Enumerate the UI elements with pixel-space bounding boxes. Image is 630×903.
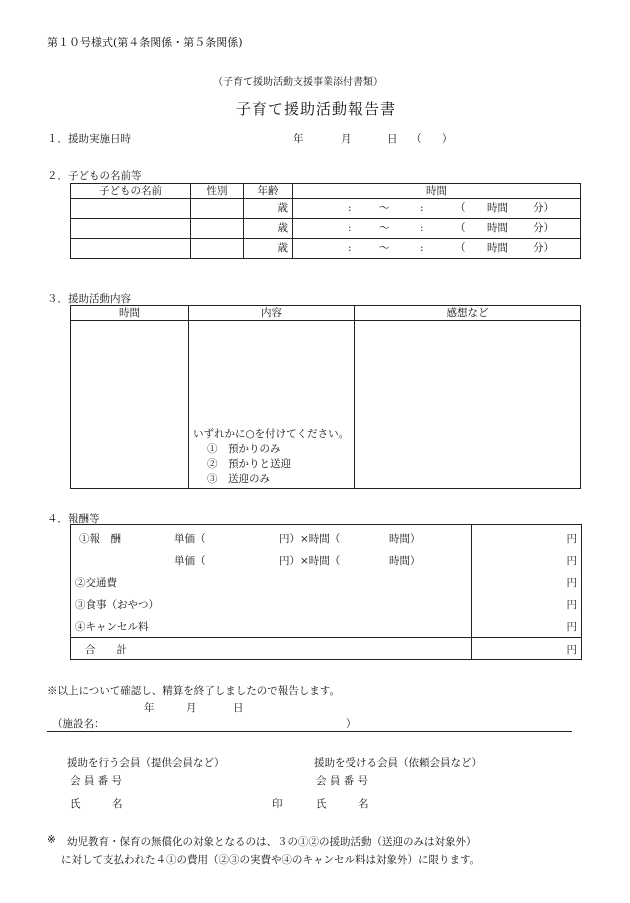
fee-table [70,524,582,660]
requester-member-no: 会 員 番 号 [316,775,369,787]
header-time: 時間 [293,184,581,199]
yen-times-label-2: 円）×時間（ [279,555,341,567]
option-3[interactable]: ③ 送迎のみ [207,473,270,485]
header-activity-time: 時間 [71,306,189,321]
form-number: 第１０号様式(第４条関係・第５条関係) [47,36,243,49]
header-activity-content: 内容 [189,306,355,321]
colon-start: : [348,242,352,254]
confirm-day-label: 日 [233,702,244,714]
total-divider [71,637,581,638]
minutes-label: 分） [533,242,554,254]
instruction-text: いずれかに○を付けてください。 [193,428,350,440]
section1-heading: １．援助実施日時 [47,133,131,145]
option-1[interactable]: ① 預かりのみ [207,443,281,455]
child-age-cell[interactable]: 歳 [244,239,293,259]
hours-close-label-2: 時間） [389,555,421,567]
fee-divider [471,525,472,659]
facility-label: （施設名： [52,718,105,730]
hours-label: 時間 [487,202,508,214]
facility-underline [47,731,572,732]
child-age-cell[interactable]: 歳 [244,219,293,239]
weekday-paren-close: ） [442,133,453,145]
child-time-cell[interactable] [293,219,581,239]
meal-label: ③食事（おやつ） [75,599,159,611]
header-child-name: 子どもの名前 [71,184,191,199]
child-gender-cell[interactable] [191,199,244,219]
section2-heading: ２．子どもの名前等 [47,170,142,182]
provider-label: 援助を行う会員（提供会員など） [67,757,225,769]
requester-label: 援助を受ける会員（依頼会員など） [314,757,482,769]
cancel-label: ④キャンセル料 [75,621,149,633]
colon-end: : [420,202,424,214]
hours-label: 時間 [487,242,508,254]
minutes-label: 分） [533,202,554,214]
fee-label: ①報 酬 [79,533,121,545]
cancel-yen: 円 [566,621,577,633]
requester-name: 氏 名 [316,798,369,810]
yen-times-label: 円）×時間（ [279,533,341,545]
colon-end: : [420,242,424,254]
hours-label: 時間 [487,222,508,234]
child-time-cell[interactable] [293,199,581,219]
paren-open: （ [455,222,466,234]
tilde: ～ [379,202,390,214]
paren-open: （ [455,202,466,214]
colon-start: : [348,222,352,234]
transport-label: ②交通費 [75,577,117,589]
activity-content-cell[interactable] [189,321,355,489]
seal-mark: 印 [272,798,283,810]
note-line-1: 幼児教育・保育の無償化の対象となるのは、３の①②の援助活動（送迎のみは対象外） [67,836,477,848]
confirm-year-label: 年 [144,702,155,714]
total-yen: 円 [566,644,577,656]
fee-yen-2: 円 [566,555,577,567]
children-table [70,183,581,259]
date-month-label: 月 [341,133,352,145]
minutes-label: 分） [533,222,554,234]
child-row [71,219,581,239]
tilde: ～ [379,222,390,234]
hours-close-label: 時間） [389,533,421,545]
weekday-paren-open: （ [411,133,422,145]
section4-heading: ４．報酬等 [47,513,100,525]
date-day-label: 日 [387,133,398,145]
header-gender: 性別 [191,184,244,199]
paren-open: （ [455,242,466,254]
header-age: 年齢 [244,184,293,199]
child-gender-cell[interactable] [191,219,244,239]
child-gender-cell[interactable] [191,239,244,259]
page-title: 子育て援助活動報告書 [236,100,397,118]
total-label: 合 計 [85,644,127,656]
note-mark: ※ [47,834,56,846]
date-year-label: 年 [293,133,304,145]
meal-yen: 円 [566,599,577,611]
colon-end: : [420,222,424,234]
section3-heading: ３．援助活動内容 [47,293,131,305]
child-name-cell[interactable] [71,199,191,219]
confirm-text: ※以上について確認し、精算を終了しましたので報告します。 [47,685,340,697]
confirm-month-label: 月 [186,702,197,714]
unit-price-label: 単価（ [174,533,206,545]
note-line-2: に対して支払われた４①の費用（②③の実費や④のキャンセル料は対象外）に限ります。 [61,854,481,866]
child-row [71,239,581,259]
transport-yen: 円 [566,577,577,589]
option-2[interactable]: ② 預かりと送迎 [207,458,291,470]
activity-table [70,305,581,489]
attachment-label: （子育て援助活動支援事業添付書類） [213,77,383,88]
colon-start: : [348,202,352,214]
child-time-cell[interactable] [293,239,581,259]
child-name-cell[interactable] [71,219,191,239]
facility-close: ） [346,718,357,730]
fee-yen-1: 円 [566,533,577,545]
child-age-cell[interactable]: 歳 [244,199,293,219]
unit-price-label-2: 単価（ [174,555,206,567]
child-name-cell[interactable] [71,239,191,259]
header-impressions: 感想など [355,306,581,321]
activity-time-cell[interactable] [71,321,189,489]
child-row [71,199,581,219]
provider-name: 氏 名 [70,798,123,810]
provider-member-no: 会 員 番 号 [70,775,123,787]
impressions-cell[interactable] [355,321,581,489]
tilde: ～ [379,242,390,254]
